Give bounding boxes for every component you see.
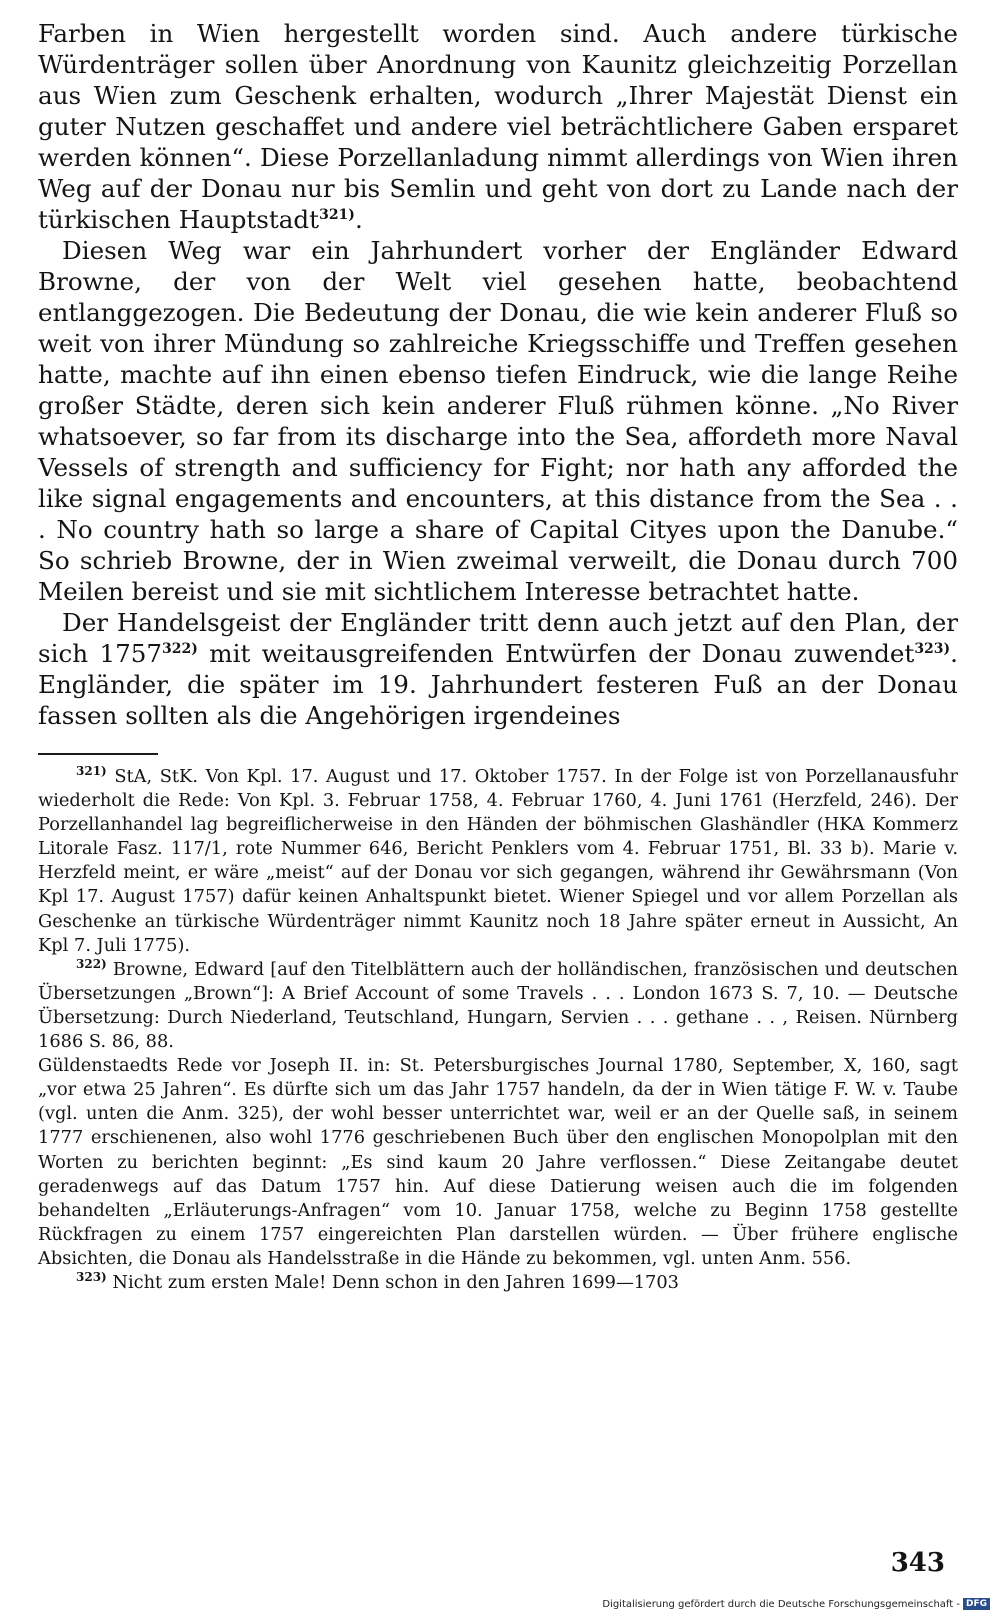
paragraph-3 <box>38 607 958 731</box>
footnote-321 <box>38 765 958 958</box>
paragraph-1-text: Farben in Wien hergestellt worden sind. Auch andere türkische Würdenträger sollen über Anordnung von Kaunitz gleichzeitig Porzellan aus Wien zum Geschenk erhalten, wodurch „Ihrer Majestät Dienst ein guter Nutzen geschaffet und andere viel beträchtlichere Gaben ersparet werden können“. Diese Porzellanladung nimmt allerdings von Wien ihren Weg auf der Donau nur bis Semlin und geht von dort zu Lande nach der türkischen Hauptstadt <box>38 19 958 234</box>
footnote-322-text: Browne, Edward [auf den Titelblättern auch der holländischen, französischen und deutschen Übersetzungen „Brown“]: A Brief Account of some Travels . . . London 1673 S. 7, 10. — Deutsche Übersetzung: Durch Niederland, Teutschland, Hungarn, Servien . . . gethane . . , Reisen. Nürnberg 1686 S. 86, 88. <box>38 958 958 1053</box>
footnotes <box>38 765 958 1295</box>
footnote-ref-322: 322) <box>162 640 198 657</box>
page-content <box>38 18 958 1295</box>
footnote-divider <box>38 753 158 755</box>
credit-text: Digitalisierung gefördert durch die Deutsche Forschungsgemeinschaft - <box>602 1598 960 1610</box>
digitization-credit <box>602 1598 990 1610</box>
main-text <box>38 18 958 731</box>
paragraph-3-text-c: . Engländer, die später im 19. Jahrhundert festeren Fuß an der Donau fassen sollten als die Angehörigen irgendeines <box>38 639 958 730</box>
footnote-322 <box>38 958 958 1054</box>
paragraph-2: Diesen Weg war ein Jahrhundert vorher der Engländer Edward Browne, der von der Welt viel gesehen hatte, beobachtend entlanggezogen. Die Bedeutung der Donau, die wie kein anderer Fluß so weit von ihrer Mündung so zahlreiche Kriegsschiffe und Treffen gesehen hatte, machte auf ihn einen ebenso tiefen Eindruck, wie die lange Reihe großer Städte, deren sich kein anderer Fluß rühmen könne. „No River whatsoever, so far from its discharge into the Sea, affordeth more Naval Vessels of strength and sufficiency for Fight; nor hath any afforded the like signal engagements and encounters, at this distance from the Sea . . . No country hath so large a share of Capital Cityes upon the Danube.“ So schrieb Browne, der in Wien zweimal verweilt, die Donau durch 700 Meilen bereist und sie mit sichtlichem Interesse betrachtet hatte. <box>38 236 958 606</box>
footnote-number-321: 321) <box>76 764 107 779</box>
paragraph-1: Farben in Wien hergestellt worden sind. Auch andere türkische Würdenträger sollen über Anordnung von Kaunitz gleichzeitig Porzellan aus Wien zum Geschenk erhalten, wodurch „Ihrer Majestät Dienst ein guter Nutzen geschaffet und andere viel beträchtlichere Gaben ersparet werden können“. Diese Porzellanladung nimmt allerdings von Wien ihren Weg auf der Donau nur bis Semlin und geht von dort zu Lande nach der türkischen Hauptstadt$^{321)}$. <box>38 19 958 234</box>
footnote-number-322: 322) <box>76 956 107 971</box>
footnote-323-text: Nicht zum ersten Male! Denn schon in den Jahren 1699—1703 <box>106 1271 679 1293</box>
dfg-logo-icon: DFG <box>963 1598 990 1610</box>
footnote-323 <box>38 1271 958 1295</box>
footnote-number-323: 323) <box>76 1270 107 1285</box>
paragraph-3-text-a: Der Handelsgeist der Engländer tritt denn auch jetzt auf den Plan, der sich 1757 <box>38 608 958 668</box>
paragraph-3-text-b: mit weitausgreifenden Entwürfen der Donau zuwendet <box>197 639 915 668</box>
footnote-322-continuation: Güldenstaedts Rede vor Joseph II. in: St. Petersburgisches Journal 1780, September, X, 160, sagt „vor etwa 25 Jahren“. Es dürfte sich um das Jahr 1757 handeln, da der in Wien tätige F. W. v. Taube (vgl. unten die Anm. 325), der wohl besser unterrichtet war, weil er an der Quelle saß, in seinem 1777 erschienenen, also wohl 1776 geschriebenen Buch über den englischen Monopolplan mit den Worten zu berichten beginnt: „Es sind kaum 20 Jahre verflossen.“ Diese Zeitangabe deutet geradenwegs auf das Datum 1757 hin. Auf diese Datierung weisen auch die im folgenden behandelten „Erläuterungs-Anfragen“ vom 10. Januar 1758, welche zu Beginn 1758 gestellte Rückfragen zu einem 1757 eingereichten Plan darstellen würden. — Über frühere englische Absichten, die Donau als Handelsstraße in die Hände zu bekommen, vgl. unten Anm. 556. <box>38 1055 958 1269</box>
footnote-ref-321: 321) <box>319 206 355 223</box>
footnote-321-text: StA, StK. Von Kpl. 17. August und 17. Oktober 1757. In der Folge ist von Porzellanausfuhr wiederholt die Rede: Von Kpl. 3. Februar 1758, 4. Februar 1760, 4. Juni 1761 (Herzfeld, 246). Der Porzellanhandel lag begreiflicherweise in den Händen der böhmischen Glashändler (HKA Kommerz Litorale Fasz. 117/1, rote Nummer 646, Bericht Penklers vom 4. Februar 1751, Bl. 33 b). Marie v. Herzfeld meint, er wäre „meist“ auf der Donau vor sich gegangen, während ihr Gewährsmann (Von Kpl 17. August 1757) dafür keinen Anhaltspunkt bietet. Wiener Spiegel und vor allem Porzellan als Geschenke an türkische Würdenträger nimmt Kaunitz noch 18 Jahre später erneut in Aussicht, An Kpl 7. Juli 1775). <box>38 766 958 956</box>
page-number: 343 <box>890 1548 945 1578</box>
footnote-ref-323: 323) <box>914 640 951 657</box>
